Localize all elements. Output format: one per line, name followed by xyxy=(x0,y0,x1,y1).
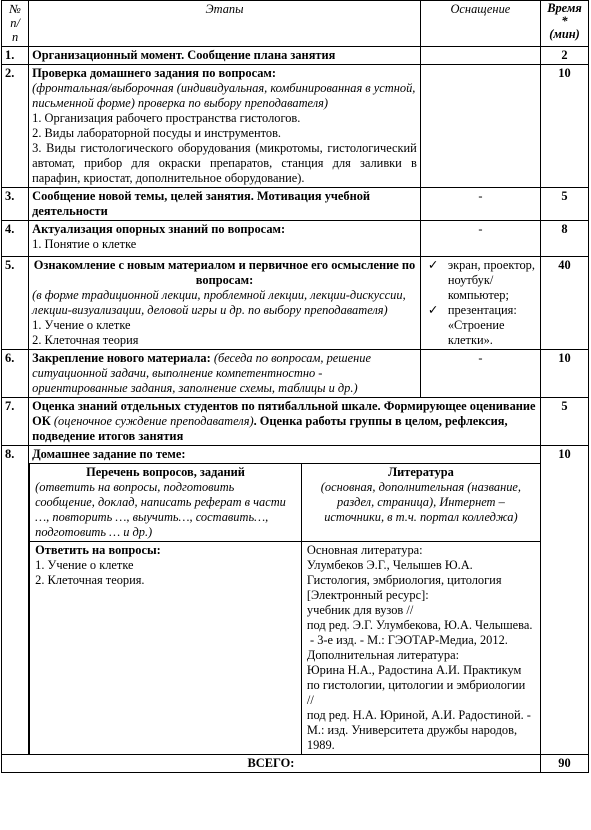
row-title: Организационный момент. Сообщение плана занятия xyxy=(29,47,421,65)
row-time: 10 xyxy=(540,350,588,398)
table-row xyxy=(2,221,589,257)
row-stage xyxy=(29,65,421,188)
homework-header-row xyxy=(30,464,540,542)
row-time: 2 xyxy=(540,47,588,65)
row-num: 6. xyxy=(2,350,29,398)
literature-line: Улумбеков Э.Г., Челышев Ю.А. Гистология, эмбриология, цитология xyxy=(306,558,502,587)
row-note: (фронтальная/выборочная (индивидуальная, комбинированная в устной, письменной форме) проверка по выбору преподавателя) xyxy=(32,81,416,110)
list-item: 1. Учение о клетке xyxy=(32,318,131,332)
row-num: 4. xyxy=(2,221,29,257)
equipment-item: ✓ презентация: «Строение клетки». xyxy=(427,303,517,347)
literature-line: учебник для вузов // xyxy=(306,603,414,617)
row-num: 8. xyxy=(2,446,29,755)
checkmark-icon: ✓ xyxy=(427,303,439,317)
header-num: № п/ п xyxy=(2,1,29,47)
list-item: 2. Виды лабораторной посуды и инструментов. xyxy=(32,126,282,140)
table-row xyxy=(2,65,589,188)
homework-col2-note: (основная, дополнительная (название, раздел, страница), Интернет – источники, в т.ч. портал колледжа) xyxy=(320,480,522,524)
list-item: 1. Организация рабочего пространства гистологов. xyxy=(32,111,301,125)
row-time: 10 xyxy=(540,65,588,188)
questions-title: Ответить на вопросы: xyxy=(35,543,161,557)
row-equipment: - xyxy=(420,350,540,398)
row-num: 2. xyxy=(2,65,29,188)
list-item: 1. Понятие о клетке xyxy=(32,237,137,251)
row-num: 1. xyxy=(2,47,29,65)
literature-line: М.: изд. Университета дружбы народов, 1989. xyxy=(306,723,518,752)
row-num: 5. xyxy=(2,257,29,350)
literature-line: под ред. Н.А. Юриной, А.И. Радостиной. - xyxy=(306,708,531,722)
homework-table xyxy=(29,463,540,754)
literature-line: Дополнительная литература: xyxy=(306,648,460,662)
row-time: 5 xyxy=(540,188,588,221)
row-title: Проверка домашнего задания по вопросам: xyxy=(32,66,276,80)
row-title-continued: . Оценка работы группы в целом, рефлексия, подведение итогов занятия xyxy=(32,414,508,443)
row-stage xyxy=(29,221,421,257)
homework-col2-title: Литература xyxy=(387,465,454,479)
row-equipment: - xyxy=(420,221,540,257)
row-stage xyxy=(29,257,421,350)
header-stage: Этапы xyxy=(29,1,421,47)
homework-cell xyxy=(29,446,541,755)
homework-literature xyxy=(301,542,540,755)
literature-line: Юрина Н.А., Радостина А.И. Практикум по гистологии, цитологии и эмбриологии // xyxy=(306,663,526,707)
row-note: (в форме традиционной лекции, проблемной лекции, лекции-дискуссии, лекции-визуализации, деловой игры и др. по выбору преподавателя) xyxy=(32,288,406,317)
table-row xyxy=(2,188,589,221)
row-equipment xyxy=(420,65,540,188)
list-item: 1. Учение о клетке xyxy=(35,558,134,572)
row-title: Актуализация опорных знаний по вопросам: xyxy=(32,222,286,236)
header-equipment: Оснащение xyxy=(420,1,540,47)
row-title: Домашнее задание по теме: xyxy=(32,447,186,461)
literature-line: под ред. Э.Г. Улумбекова, Ю.А. Челышева. xyxy=(306,618,533,632)
row-time: 40 xyxy=(540,257,588,350)
row-num: 3. xyxy=(2,188,29,221)
row-equipment: - xyxy=(420,188,540,221)
row-time: 10 xyxy=(540,446,588,755)
table-row xyxy=(2,47,589,65)
homework-col1-title: Перечень вопросов, заданий xyxy=(86,465,245,479)
homework-questions xyxy=(30,542,302,755)
total-label: ВСЕГО: xyxy=(2,755,541,773)
row-title: Ознакомление с новым материалом и первичное его осмысление по вопросам: xyxy=(33,258,416,287)
row-note: (беседа по вопросам, решение ситуационной задачи, выполнение компетентностно - ориентированные задания, заполнение схемы, таблицы и др.) xyxy=(32,351,371,395)
row-title: Закрепление нового материала: xyxy=(32,351,211,365)
checkmark-icon: ✓ xyxy=(427,258,439,272)
homework-col1-header xyxy=(30,464,302,542)
header-time: Время * (мин) xyxy=(540,1,588,47)
lesson-plan-table xyxy=(1,0,589,773)
row-stage xyxy=(29,350,421,398)
list-item: 2. Клеточная теория xyxy=(32,333,139,347)
row-time: 8 xyxy=(540,221,588,257)
homework-col2-header xyxy=(301,464,540,542)
list-item: 3. Виды гистологического оборудования (микротомы, гистологический автомат, прибор для окраски препаратов, станция для заливки в парафин, криостат, дополнительное оборудование). xyxy=(32,141,417,185)
row-num: 7. xyxy=(2,398,29,446)
row-time: 5 xyxy=(540,398,588,446)
equipment-item: ✓ экран, проектор, ноутбук/ компьютер; xyxy=(427,258,535,302)
row-note: (оценочное суждение преподавателя) xyxy=(53,414,254,428)
table-row xyxy=(2,350,589,398)
total-row xyxy=(2,755,589,773)
literature-line: Основная литература: xyxy=(306,543,423,557)
literature-line: - 3-е изд. - М.: ГЭОТАР-Медиа, 2012. xyxy=(306,633,508,647)
header-row xyxy=(2,1,589,47)
list-item: 2. Клеточная теория. xyxy=(35,573,145,587)
literature-line: [Электронный ресурс]: xyxy=(306,588,429,602)
row-stage xyxy=(29,398,541,446)
row-title: Оценка знаний отдельных студентов по пятибалльной шкале. Формирующее оценивание ОК xyxy=(32,399,536,428)
homework-col1-note: (ответить на вопросы, подготовить сообщение, доклад, написать реферат в части …, повторить …, выучить…, составить…, подготовить … и др.) xyxy=(35,480,286,539)
table-row xyxy=(2,398,589,446)
row-equipment xyxy=(420,257,540,350)
row-equipment xyxy=(420,47,540,65)
total-value: 90 xyxy=(540,755,588,773)
row-title: Сообщение новой темы, целей занятия. Мотивация учебной деятельности xyxy=(29,188,421,221)
table-row xyxy=(2,446,589,755)
homework-body-row xyxy=(30,542,540,755)
table-row xyxy=(2,257,589,350)
